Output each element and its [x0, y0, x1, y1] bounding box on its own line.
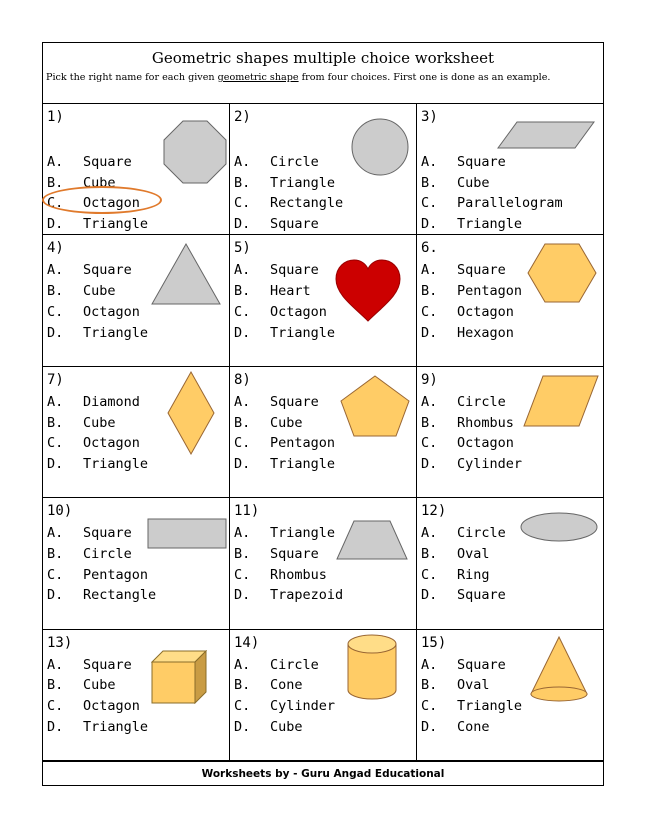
option-letter: D.	[47, 216, 64, 233]
option-letter: B.	[421, 283, 438, 300]
answer-option[interactable]	[421, 696, 522, 717]
option-label: Square	[83, 262, 132, 279]
option-letter: C.	[234, 566, 251, 583]
question-number: 10)	[47, 503, 73, 520]
instructions	[46, 72, 601, 83]
cone-shape-icon	[529, 636, 589, 702]
option-letter: D.	[234, 324, 251, 341]
option-label: Octagon	[83, 698, 140, 714]
option-label: Square	[270, 262, 319, 279]
answer-option[interactable]	[234, 413, 335, 434]
cube-shape-icon	[151, 650, 207, 704]
question-number: 12)	[421, 503, 447, 520]
option-label: Cube	[270, 718, 303, 735]
diamond-shape-icon	[167, 371, 215, 455]
option-letter: A.	[234, 154, 251, 170]
answer-option[interactable]	[47, 413, 148, 434]
answer-option[interactable]	[234, 454, 335, 475]
answer-option[interactable]	[421, 454, 522, 475]
answer-option[interactable]	[421, 302, 522, 323]
answer-option[interactable]	[47, 454, 148, 475]
worksheet-title: Geometric shapes multiple choice worksheet	[151, 49, 495, 67]
option-label: Square	[270, 216, 319, 233]
option-letter: A.	[234, 393, 251, 410]
option-label: Rhombus	[270, 566, 327, 583]
question-number: 2)	[234, 109, 251, 125]
cylinder-shape-icon	[346, 634, 398, 700]
question-9	[417, 367, 603, 498]
option-label: Ring	[457, 566, 490, 583]
option-label: Square	[270, 545, 319, 562]
option-letter: A.	[421, 262, 438, 279]
option-letter: B.	[234, 545, 251, 562]
question-11	[230, 498, 417, 629]
answer-options	[421, 260, 522, 343]
option-label: Triangle	[83, 216, 149, 233]
question-number: 1)	[47, 109, 64, 125]
option-letter: B.	[234, 414, 251, 431]
option-letter: B.	[234, 283, 251, 300]
question-3	[417, 104, 603, 235]
option-label: Cube	[457, 174, 490, 191]
option-label: Circle	[270, 656, 319, 673]
answer-option[interactable]	[47, 523, 156, 544]
option-label: Hexagon	[457, 324, 514, 341]
option-letter: C.	[421, 566, 438, 583]
answer-option[interactable]	[47, 565, 156, 586]
question-number: 15)	[421, 634, 447, 651]
option-letter: C.	[234, 698, 251, 714]
option-label: Cone	[270, 677, 303, 694]
option-label: Parallelogram	[457, 195, 563, 212]
option-label: Circle	[457, 393, 506, 410]
answer-options	[234, 152, 343, 235]
footer-credit: Worksheets by - Guru Angad Educational	[43, 761, 603, 785]
option-label: Square	[270, 393, 319, 410]
question-15	[417, 630, 603, 761]
option-label: Trapezoid	[270, 587, 344, 604]
option-label: Triangle	[270, 174, 336, 191]
question-number: 3)	[421, 109, 438, 125]
example-answer-circle	[42, 186, 162, 214]
pentagon-shape-icon	[340, 375, 410, 437]
answer-option[interactable]	[421, 152, 563, 173]
answer-options	[421, 523, 506, 606]
option-label: Square	[457, 154, 506, 170]
answer-option[interactable]	[234, 392, 335, 413]
answer-option[interactable]	[421, 392, 522, 413]
option-label: Square	[83, 656, 132, 673]
answer-option[interactable]	[47, 323, 148, 344]
option-letter: A.	[234, 525, 251, 542]
answer-option[interactable]	[234, 717, 335, 738]
question-number: 8)	[234, 371, 251, 388]
answer-option[interactable]	[47, 585, 156, 606]
rhombus-shape-icon	[523, 375, 599, 427]
option-letter: D.	[421, 587, 438, 604]
option-letter: D.	[234, 587, 251, 604]
answer-options	[234, 523, 343, 606]
answer-option[interactable]	[47, 281, 148, 302]
option-label: Circle	[83, 545, 132, 562]
option-letter: A.	[47, 262, 64, 279]
option-letter: B.	[47, 677, 64, 694]
option-letter: C.	[421, 195, 438, 212]
question-4	[43, 235, 230, 366]
answer-options	[421, 152, 563, 235]
worksheet	[42, 42, 604, 786]
answer-option[interactable]	[234, 433, 335, 454]
instructions-text-2: from four choices. First one is done as an example.	[298, 72, 551, 83]
option-letter: A.	[421, 154, 438, 170]
option-label: Cube	[83, 283, 116, 300]
option-label: Octagon	[83, 195, 140, 212]
answer-options	[234, 392, 335, 475]
answer-options	[47, 392, 148, 475]
option-letter: C.	[421, 435, 438, 452]
option-label: Triangle	[83, 718, 149, 735]
rectangle-shape-icon	[147, 518, 227, 549]
answer-option[interactable]	[47, 433, 148, 454]
question-12	[417, 498, 603, 629]
circle-shape-icon	[351, 118, 409, 176]
answer-option[interactable]	[234, 260, 335, 281]
answer-option[interactable]	[234, 696, 335, 717]
option-label: Octagon	[83, 303, 140, 320]
option-label: Square	[83, 154, 132, 170]
option-letter: D.	[421, 324, 438, 341]
question-number: 14)	[234, 634, 260, 651]
answer-option[interactable]	[47, 152, 148, 173]
question-5	[230, 235, 417, 366]
option-letter: D.	[47, 324, 64, 341]
answer-option[interactable]	[47, 717, 148, 738]
answer-option[interactable]	[421, 260, 522, 281]
parallelogram-shape-icon	[497, 121, 595, 149]
option-letter: D.	[234, 455, 251, 472]
question-6	[417, 235, 603, 366]
answer-option[interactable]	[47, 302, 148, 323]
option-label: Triangle	[83, 455, 149, 472]
option-label: Square	[457, 262, 506, 279]
option-label: Heart	[270, 283, 311, 300]
option-label: Rhombus	[457, 414, 514, 431]
question-number: 9)	[421, 371, 438, 388]
option-label: Circle	[270, 154, 319, 170]
answer-option[interactable]	[421, 193, 563, 214]
answer-option[interactable]	[47, 696, 148, 717]
question-number: 11)	[234, 503, 260, 520]
answer-option[interactable]	[234, 585, 343, 606]
option-label: Oval	[457, 677, 490, 694]
question-8	[230, 367, 417, 498]
trapezoid-shape-icon	[336, 520, 408, 560]
option-label: Oval	[457, 545, 490, 562]
option-label: Pentagon	[83, 566, 149, 583]
option-letter: A.	[421, 393, 438, 410]
option-letter: A.	[421, 525, 438, 542]
answer-options	[47, 655, 148, 738]
option-letter: B.	[47, 283, 64, 300]
option-letter: C.	[47, 698, 64, 714]
option-letter: C.	[47, 435, 64, 452]
answer-options	[47, 260, 148, 343]
question-13	[43, 630, 230, 761]
answer-option[interactable]	[421, 717, 522, 738]
option-letter: D.	[234, 216, 251, 233]
option-label: Triangle	[270, 525, 336, 542]
option-letter: B.	[421, 174, 438, 191]
option-letter: C.	[421, 303, 438, 320]
option-letter: A.	[234, 262, 251, 279]
option-letter: A.	[47, 154, 64, 170]
option-label: Octagon	[457, 303, 514, 320]
answer-option[interactable]	[47, 675, 148, 696]
option-label: Pentagon	[457, 283, 523, 300]
answer-option[interactable]	[421, 433, 522, 454]
option-letter: B.	[234, 677, 251, 694]
answer-option[interactable]	[234, 565, 343, 586]
option-letter: D.	[47, 587, 64, 604]
answer-option[interactable]	[47, 392, 148, 413]
option-letter: C.	[47, 303, 64, 320]
question-10	[43, 498, 230, 629]
answer-options	[421, 655, 522, 738]
option-letter: C.	[234, 303, 251, 320]
answer-option[interactable]	[234, 523, 343, 544]
heart-shape-icon	[334, 259, 402, 323]
option-label: Cone	[457, 718, 490, 735]
answer-options	[234, 655, 335, 738]
question-7	[43, 367, 230, 498]
answer-option[interactable]	[234, 544, 343, 565]
question-number: 7)	[47, 371, 64, 388]
question-14	[230, 630, 417, 761]
question-2	[230, 104, 417, 235]
option-letter: D.	[421, 455, 438, 472]
question-1	[43, 104, 230, 235]
option-label: Square	[83, 525, 132, 542]
answer-option[interactable]	[421, 655, 522, 676]
question-number: 13)	[47, 634, 73, 651]
answer-option[interactable]	[47, 214, 148, 235]
answer-option[interactable]	[234, 193, 343, 214]
option-label: Cube	[83, 174, 116, 191]
option-letter: B.	[47, 174, 64, 191]
option-label: Cube	[83, 677, 116, 694]
option-letter: C.	[421, 698, 438, 714]
option-letter: A.	[234, 656, 251, 673]
answer-option[interactable]	[421, 323, 522, 344]
option-letter: B.	[47, 414, 64, 431]
answer-option[interactable]	[234, 675, 335, 696]
answer-option[interactable]	[47, 544, 156, 565]
answer-option[interactable]	[234, 214, 343, 235]
option-letter: D.	[421, 216, 438, 233]
option-label: Circle	[457, 525, 506, 542]
option-label: Octagon	[270, 303, 327, 320]
option-letter: D.	[234, 718, 251, 735]
option-letter: A.	[47, 656, 64, 673]
option-label: Octagon	[83, 435, 140, 452]
option-label: Triangle	[270, 324, 336, 341]
answer-option[interactable]	[47, 260, 148, 281]
triangle-shape-icon	[151, 243, 221, 305]
option-label: Cylinder	[270, 698, 336, 714]
answer-option[interactable]	[421, 675, 522, 696]
option-letter: C.	[47, 566, 64, 583]
oval-shape-icon	[520, 512, 598, 542]
answer-options	[234, 260, 335, 343]
option-letter: B.	[234, 174, 251, 191]
option-letter: D.	[421, 718, 438, 735]
worksheet-header	[43, 43, 603, 104]
option-letter: A.	[47, 393, 64, 410]
option-letter: D.	[47, 455, 64, 472]
hexagon-shape-icon	[527, 243, 597, 303]
option-letter: B.	[421, 677, 438, 694]
answer-option[interactable]	[421, 585, 506, 606]
question-number: 4)	[47, 240, 64, 257]
answer-option[interactable]	[234, 152, 343, 173]
option-letter: A.	[47, 525, 64, 542]
option-letter: B.	[421, 414, 438, 431]
option-label: Rectangle	[270, 195, 344, 212]
option-letter: B.	[421, 545, 438, 562]
option-label: Rectangle	[83, 587, 157, 604]
option-label: Triangle	[457, 216, 523, 233]
answer-option[interactable]	[421, 413, 522, 434]
answer-option[interactable]	[421, 281, 522, 302]
octagon-shape-icon	[163, 120, 227, 184]
instructions-underlined: geometric shape	[217, 72, 299, 83]
option-label: Octagon	[457, 435, 514, 452]
option-label: Square	[457, 656, 506, 673]
option-label: Cube	[83, 414, 116, 431]
question-number: 6.	[421, 240, 438, 257]
answer-options	[421, 392, 522, 475]
option-letter: A.	[421, 656, 438, 673]
answer-option[interactable]	[234, 302, 335, 323]
option-letter: C.	[234, 435, 251, 452]
option-letter: B.	[47, 545, 64, 562]
option-label: Cylinder	[457, 455, 523, 472]
answer-option[interactable]	[234, 173, 343, 194]
option-label: Cube	[270, 414, 303, 431]
answer-option[interactable]	[234, 655, 335, 676]
option-letter: C.	[47, 195, 64, 212]
question-grid	[43, 104, 603, 761]
question-number: 5)	[234, 240, 251, 257]
answer-options	[47, 523, 156, 606]
option-letter: D.	[47, 718, 64, 735]
option-letter: C.	[234, 195, 251, 212]
option-label: Square	[457, 587, 506, 604]
option-label: Triangle	[83, 324, 149, 341]
answer-option[interactable]	[421, 214, 563, 235]
option-label: Pentagon	[270, 435, 336, 452]
answer-option[interactable]	[234, 281, 335, 302]
option-label: Triangle	[270, 455, 336, 472]
answer-option[interactable]	[421, 173, 563, 194]
answer-option[interactable]	[421, 565, 506, 586]
option-label: Triangle	[457, 698, 523, 714]
option-label: Diamond	[83, 393, 140, 410]
answer-option[interactable]	[47, 655, 148, 676]
answer-option[interactable]	[421, 523, 506, 544]
instructions-text-1: Pick the right name for each given	[46, 72, 218, 83]
answer-option[interactable]	[234, 323, 335, 344]
answer-option[interactable]	[421, 544, 506, 565]
